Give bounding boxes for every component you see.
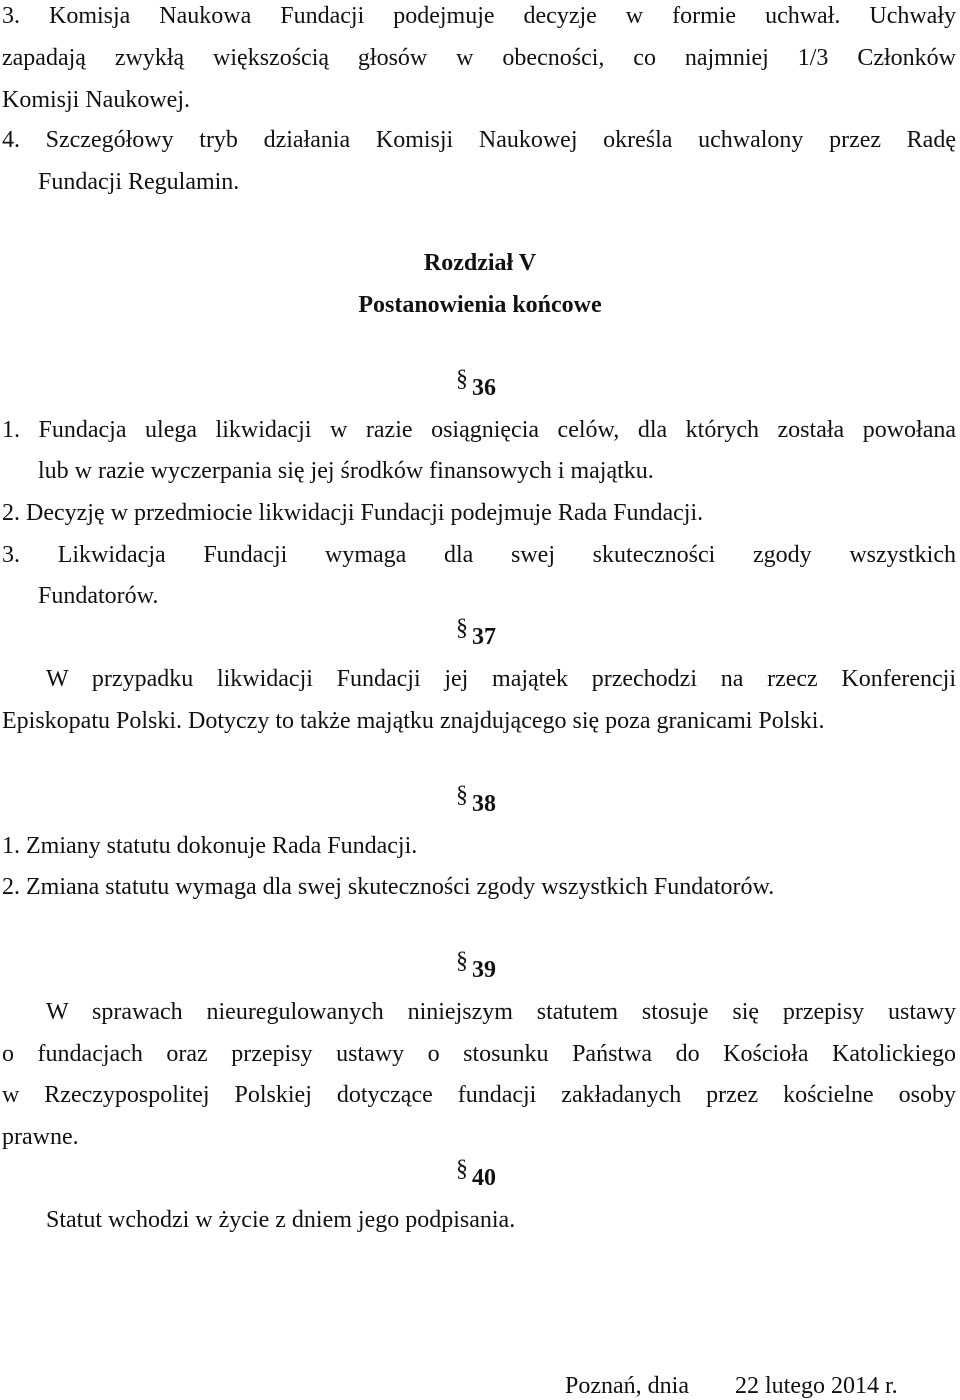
text-line: Episkopatu Polski. Dotyczy to także majątku znajdującego się poza granicami Polski. (2, 708, 825, 734)
text-line: w Rzeczypospolitej Polskiej dotyczące fundacji zakładanych przez kościelne osoby (2, 1082, 956, 1108)
section-sign: § (456, 782, 468, 808)
text-line: lub w razie wyczerpania się jej środków finansowych i majątku. (38, 458, 654, 484)
chapter-title: Rozdział V (423, 250, 537, 276)
text-line: Komisji Naukowej. (2, 87, 190, 113)
section-sign: § (456, 366, 468, 392)
text-line: W przypadku likwidacji Fundacji jej majątek przechodzi na rzecz Konferencji (46, 666, 956, 692)
chapter-subtitle: Postanowienia końcowe (358, 292, 602, 318)
text-line: Statut wchodzi w życie z dniem jego podpisania. (46, 1207, 516, 1233)
text-line: o fundacjach oraz przepisy ustawy o stosunku Państwa do Kościoła Katolickiego (2, 1041, 956, 1067)
text-line: prawne. (2, 1124, 79, 1150)
text-line: Fundacji Regulamin. (38, 169, 240, 195)
section-number: 37 (472, 624, 496, 650)
text-line: 1. Fundacja ulega likwidacji w razie osiągnięcia celów, dla których została powołana (2, 417, 956, 443)
text-line: 4. Szczegółowy tryb działania Komisji Naukowej określa uchwalony przez Radę (2, 127, 956, 153)
section-sign: § (456, 948, 468, 974)
section-sign: § (456, 615, 468, 641)
section-heading-38 (456, 782, 496, 818)
section-heading-39 (456, 948, 496, 984)
text-line: zapadają zwykłą większością głosów w obecności, co najmniej 1/3 Członków (2, 45, 956, 71)
section-heading-36 (456, 366, 496, 402)
section-sign: § (456, 1156, 468, 1182)
section-heading-40 (456, 1156, 496, 1192)
date-label: 22 lutego 2014 r. (734, 1373, 898, 1399)
text-line: 2. Zmiana statutu wymaga dla swej skuteczności zgody wszystkich Fundatorów. (2, 874, 775, 900)
text-line: W sprawach nieuregulowanych niniejszym statutem stosuje się przepisy ustawy (46, 999, 956, 1025)
text-line: 1. Zmiany statutu dokonuje Rada Fundacji. (2, 833, 418, 859)
section-number: 40 (472, 1165, 496, 1191)
section-number: 39 (472, 957, 496, 983)
text-line: 3. Likwidacja Fundacji wymaga dla swej skuteczności zgody wszystkich (2, 542, 956, 568)
text-line: 2. Decyzję w przedmiocie likwidacji Fundacji podejmuje Rada Fundacji. (2, 500, 704, 526)
place-label: Poznań, dnia (565, 1373, 689, 1399)
text-line: 3. Komisja Naukowa Fundacji podejmuje decyzje w formie uchwał. Uchwały (2, 3, 956, 29)
text-line: Fundatorów. (38, 583, 159, 609)
section-number: 36 (472, 375, 496, 401)
section-heading-37 (456, 615, 496, 651)
section-number: 38 (472, 791, 496, 817)
signature-line (565, 1372, 898, 1400)
